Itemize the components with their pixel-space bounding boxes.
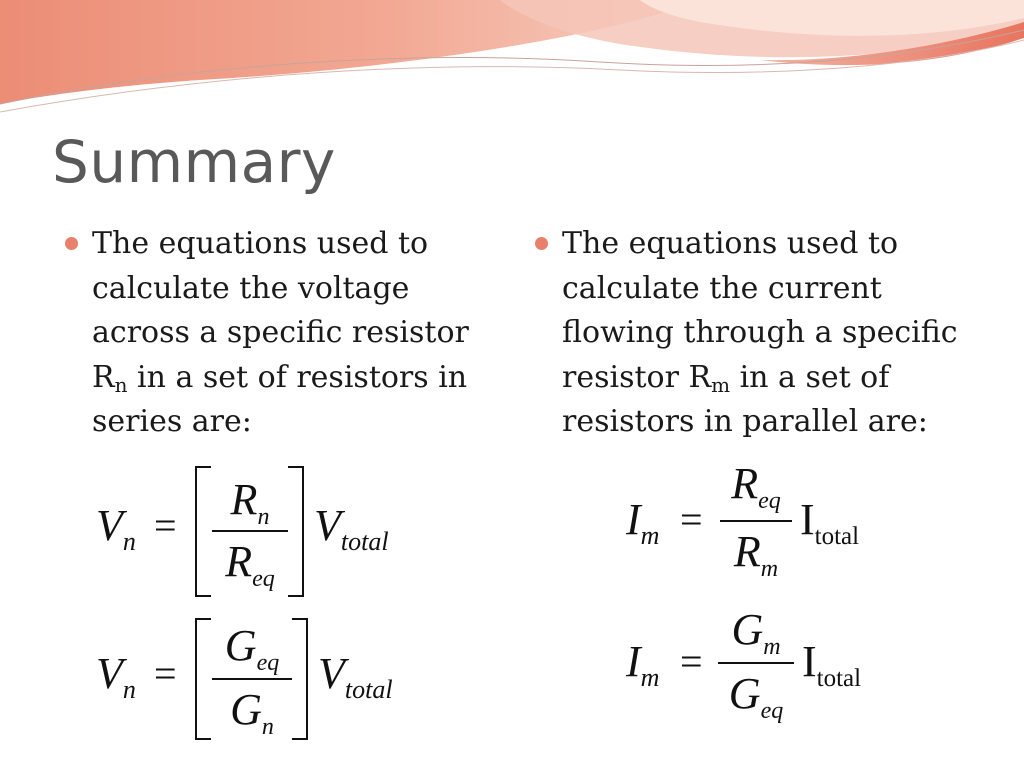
subscript: eq — [758, 488, 781, 514]
right-bracket — [288, 466, 304, 597]
fraction-bar — [212, 678, 292, 680]
symbol: V — [96, 649, 123, 698]
fraction — [212, 466, 288, 593]
symbol: R — [733, 527, 761, 576]
equals-sign: = — [680, 639, 703, 684]
eq-rhs — [318, 648, 393, 704]
left-bracket — [195, 618, 211, 740]
header-wave-banner — [0, 0, 1024, 120]
symbol: G — [731, 605, 764, 654]
eq-rhs — [802, 636, 862, 692]
subscript: total — [814, 523, 860, 550]
right-bracket — [292, 618, 308, 740]
fraction — [718, 604, 794, 732]
symbol: G — [230, 685, 262, 734]
subscript: total — [816, 665, 862, 692]
symbol: V — [314, 501, 341, 550]
eq-lhs — [626, 636, 660, 692]
eq-lhs — [96, 648, 136, 704]
right-bullet-line: calculate the current — [562, 270, 882, 306]
right-bullet-line: flowing through a specific — [562, 315, 958, 350]
symbol: R — [731, 459, 759, 508]
subscript: m — [711, 372, 731, 397]
symbol: G — [224, 621, 257, 670]
eq-rhs — [800, 494, 860, 550]
symbol: I — [626, 495, 641, 544]
symbol: V — [318, 649, 345, 698]
subscript: eq — [760, 698, 784, 724]
text-fragment: in a set of — [730, 359, 890, 395]
symbol: I — [802, 637, 817, 686]
text-fragment: in a set of resistors in — [127, 359, 468, 395]
symbol: I — [800, 495, 815, 544]
eq-rhs — [314, 500, 389, 556]
fraction — [212, 618, 292, 740]
denominator — [720, 526, 792, 582]
fraction — [720, 458, 792, 588]
eq-lhs — [96, 500, 136, 556]
left-bullet-line: series are: — [92, 404, 252, 439]
text-fragment: resistor R — [562, 359, 712, 395]
subscript: m — [763, 634, 781, 660]
numerator — [212, 620, 292, 676]
subscript: n — [114, 372, 128, 397]
subscript: total — [340, 527, 389, 556]
subscript: total — [344, 675, 393, 704]
subscript: n — [122, 527, 136, 556]
subscript: n — [261, 714, 274, 740]
left-bullet-line: The equations used to — [92, 226, 429, 261]
numerator — [718, 604, 794, 660]
left-bullet-line: across a specific resistor — [92, 315, 469, 350]
left-bracket — [195, 466, 211, 597]
equals-sign: = — [680, 497, 703, 542]
subscript: m — [640, 663, 660, 692]
left-bullet-text — [92, 222, 492, 445]
equals-sign: = — [154, 503, 177, 548]
right-bullet-line: The equations used to — [562, 226, 899, 261]
symbol: R — [225, 537, 253, 586]
fraction-bar — [212, 530, 288, 532]
denominator — [212, 684, 292, 740]
denominator — [212, 536, 288, 592]
subscript: eq — [252, 566, 275, 592]
bullet-dot-icon — [65, 237, 78, 250]
equals-sign: = — [154, 651, 177, 696]
symbol: I — [626, 637, 641, 686]
subscript: m — [640, 521, 660, 550]
symbol: V — [96, 501, 123, 550]
right-bullet-text — [562, 222, 992, 445]
right-bullet-line: resistors in parallel are: — [562, 404, 928, 439]
text-fragment: R — [92, 359, 115, 395]
subscript: m — [760, 556, 779, 582]
symbol: G — [728, 669, 761, 718]
page-title: Summary — [52, 128, 336, 196]
symbol: R — [230, 475, 258, 524]
eq-lhs — [626, 494, 660, 550]
left-bullet-line: calculate the voltage — [92, 270, 410, 306]
subscript: eq — [256, 650, 280, 676]
right-bullet-line — [562, 356, 992, 401]
denominator — [718, 668, 794, 724]
fraction-bar — [718, 662, 794, 664]
fraction-bar — [720, 520, 792, 522]
numerator — [720, 458, 792, 514]
subscript: n — [122, 675, 136, 704]
subscript: n — [257, 504, 270, 530]
left-bullet-line — [92, 356, 492, 401]
bullet-dot-icon — [535, 237, 548, 250]
numerator — [212, 474, 288, 530]
